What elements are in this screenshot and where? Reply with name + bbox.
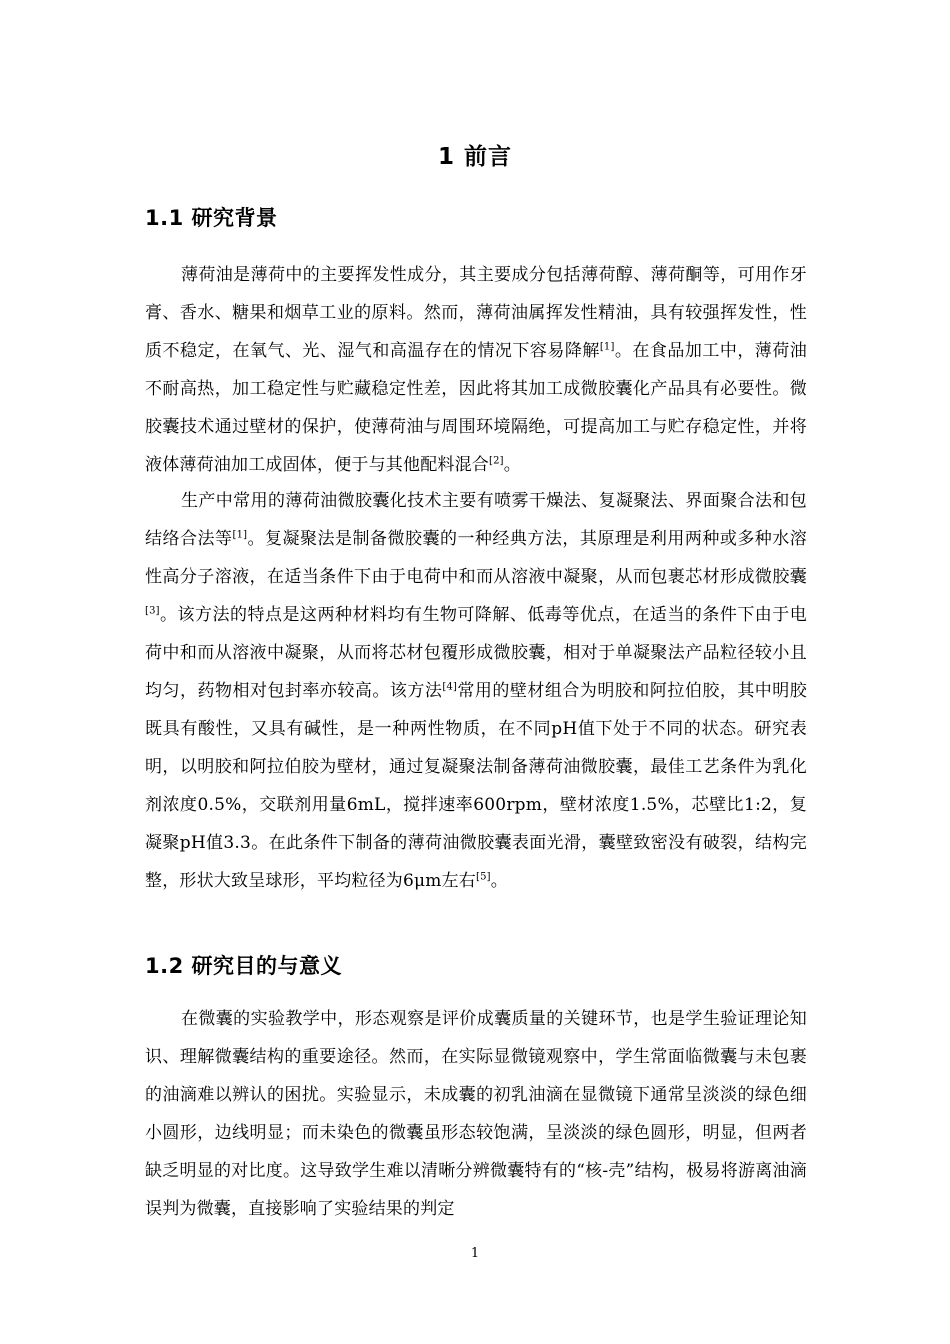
paragraph: 生产中常用的薄荷油微胶囊化技术主要有喷雾干燥法、复凝聚法、界面聚合法和包结络合法等[1]。复凝聚法是制备微胶囊的一种经典方法，其原理是利用两种或多种水溶性高分子溶液，在适当条件下由于电荷中和而从溶液中凝聚，从而包裹芯材形成微胶囊[3]。该方法的特点是这两种材料均有生物可降解、低毒等优点，在适当的条件下由于电荷中和而从溶液中凝聚，从而将芯材包覆形成微胶囊，相对于单凝聚法产品粒径较小且均匀，药物相对包封率亦较高。该方法[4]常用的壁材组合为明胶和阿拉伯胶，其中明胶既具有酸性，又具有碱性，是一种两性物质，在不同pH值下处于不同的状态。研究表明，以明胶和阿拉伯胶为壁材，通过复凝聚法制备薄荷油微胶囊，最佳工艺条件为乳化剂浓度0.5%，交联剂用量6mL，搅拌速率600rpm，壁材浓度1.5%，芯壁比1:2，复凝聚pH值3.3。在此条件下制备的薄荷油微胶囊表面光滑，囊壁致密没有破裂，结构完整，形状大致呈球形，平均粒径为6μm左右[5]。 <box>145 491 807 891</box>
citation-marker: [1] <box>232 529 248 541</box>
citation-marker: [2] <box>489 455 504 467</box>
citation-marker: [5] <box>475 871 491 883</box>
paragraph: 在微囊的实验教学中，形态观察是评价成囊质量的关键环节，也是学生验证理论知识、理解微囊结构的重要途径。然而，在实际显微镜观察中，学生常面临微囊与未包裹的油滴难以辨认的困扰。实验显示，未成囊的初乳油滴在显微镜下通常呈淡淡的绿色细小圆形，边线明显；而未染色的微囊虽形态较饱满，呈淡淡的绿色圆形，明显，但两者缺乏明显的对比度。这导致学生难以清晰分辨微囊特有的“核-壳”结构，极易将游离油滴误判为微囊，直接影响了实验结果的判定 <box>145 1009 807 1219</box>
section-title-background: 1.1 研究背景 <box>145 206 278 230</box>
citation-marker: [4] <box>442 681 458 693</box>
citation-marker: [3] <box>145 605 160 617</box>
section-title-purpose: 1.2 研究目的与意义 <box>145 954 343 978</box>
page-number: 1 <box>470 1246 480 1261</box>
citation-marker: [1] <box>599 341 615 353</box>
chapter-title: 1 前言 <box>437 144 512 170</box>
paragraph: 薄荷油是薄荷中的主要挥发性成分，其主要成分包括薄荷醇、薄荷酮等，可用作牙膏、香水、糖果和烟草工业的原料。然而，薄荷油属挥发性精油，具有较强挥发性，性质不稳定，在氧气、光、湿气和高温存在的情况下容易降解[1]。在食品加工中，薄荷油不耐高热，加工稳定性与贮藏稳定性差，因此将其加工成微胶囊化产品具有必要性。微胶囊技术通过壁材的保护，使薄荷油与周围环境隔绝，可提高加工与贮存稳定性，并将液体薄荷油加工成固体，便于与其他配料混合[2]。 <box>145 265 807 475</box>
